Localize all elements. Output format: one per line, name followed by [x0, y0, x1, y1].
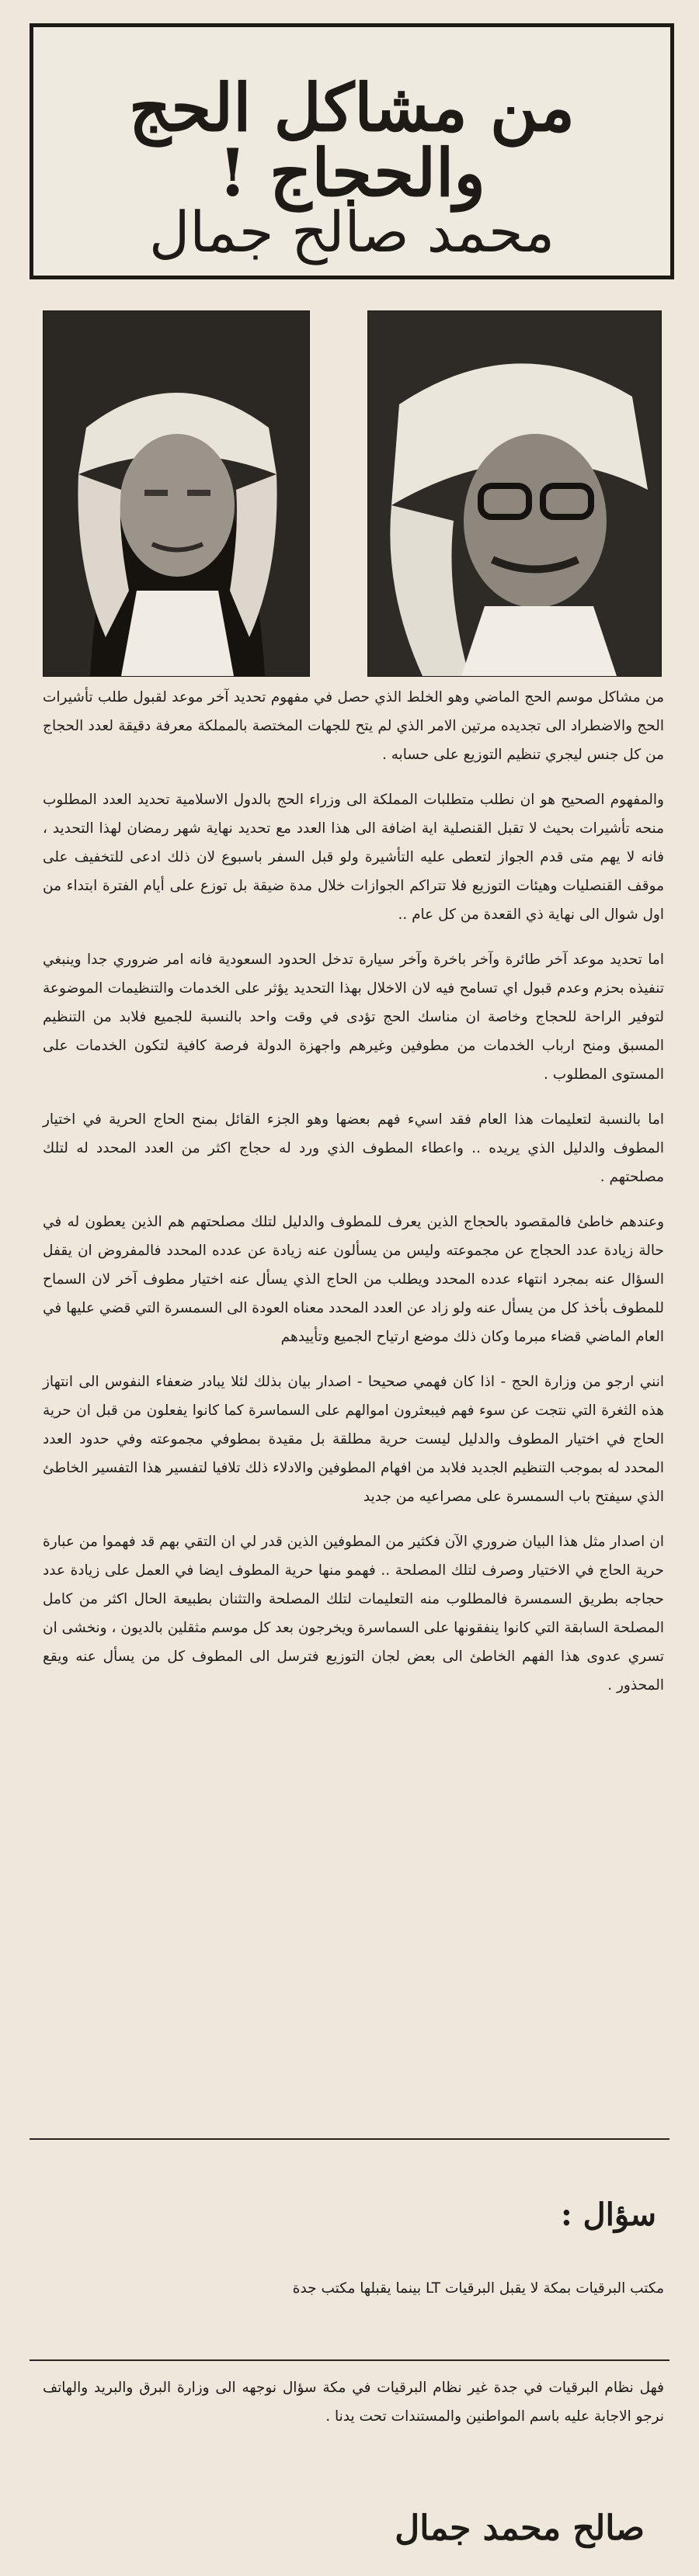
article-paragraph: والمفهوم الصحيح هو ان نطلب متطلبات المملكة الى وزراء الحج بالدول الاسلامية تحديد العدد المطلوب منحه تأشيرات بحيث لا تقبل القنصلية اية اضافة الى هذا العدد مع تحديد نهاية شهر رمضان لهذا التحديد ، فانه لا يهم متى قدم الجواز لتعطى عليه التأشيرة ولو قبل السفر باسبوع لان ذلك ادعى للتخفيف على موقف القنصليات وهيئات التوزيع فلا تتراكم الجوازات خلال مدة ضيقة بل توزع على أيام الفترة ابتداء من اول شوال الى نهاية ذي القعدة من كل عام .. — [43, 792, 664, 923]
article-paragraph: من مشاكل موسم الحج الماضي وهو الخلط الذي حصل في مفهوم تحديد آخر موعد لقبول طلب تأشيرات الحج والاضطراد الى تجديده مرتين الامر الذي لم يتح للجهات المختصة بالمملكة معرفة دقيقة لعدد الحجاج من كل جنس ليجري تنظيم التوزيع على حسابه . — [43, 689, 664, 763]
portrait-left-image — [43, 311, 309, 676]
question-item: فهل نظام البرقيات في جدة غير نظام البرقيات في مكة سؤال نوجهه الى وزارة البرق والبريد والهاتف نرجو الاجابة عليه باسم المواطنين والمستندات تحت يدنا . — [43, 2380, 664, 2425]
headline-box — [30, 23, 674, 279]
article-paragraph: اما تحديد موعد آخر طائرة وآخر باخرة وآخر سيارة تدخل الحدود السعودية فانه امر ضروري جدا وينبغي تنفيذه بحزم وعدم قبول اي تسامح فيه لان الاخلال بهذا التحديد يؤثر على الخدمات والتنظيمات الموضوعة لتوفير الراحة للحجاج وخاصة ان مناسك الحج تؤدى في وقت واحد بالنسبة للجميع فلابد من التنظيم المسبق ومنح ارباب الخدمات من مطوفين وغيرهم واجهزة الدولة فرصة كافية لتكون الخدمات على المستوى المطلوب . — [43, 952, 664, 1083]
article-paragraph: اما بالنسبة لتعليمات هذا العام فقد اسيء فهم بعضها وهو الجزء القائل بمنح الحاج الحرية في اختيار المطوف والدليل الذي يريده .. واعطاء المطوف الذي ورد له حجاج اكثر من العدد المحدد له لتلك مصلحتهم . — [43, 1111, 664, 1185]
portrait-photo-right — [367, 310, 662, 677]
article-paragraph: ان اصدار مثل هذا البيان ضروري الآن فكثير من المطوفين الذين قدر لي ان التقي بهم قد فهموا من عبارة حرية الحاج في الاختيار وصرف لتلك المصلحة .. فهمو منها حرية المطوف ايضا في العمل على زيادة عدد حجاجه بطريق السمسرة فالمطلوب منه التعليمات لتلك المصلحة والتثنان بطبيعة الحال اكثر من كامل المصلحة السابقة التي كانوا ينفقونها على السماسرة ويخرجون بعد كل موسم مثقلين بالديون ، ونخشى ان تسري عدوى هذا الفهم الخاطئ الى بعض لجان التوزيع فترسل الى المطوف كل من يسأل عنه ويقع المحذور . — [43, 1534, 664, 1694]
section-divider — [30, 2359, 669, 2361]
portrait-right-image — [368, 311, 661, 676]
byline: محمد صالح جمال — [148, 199, 555, 265]
article-body — [43, 683, 664, 1716]
article-paragraph: وعندهم خاطئ فالمقصود بالحجاج الذين يعرف للمطوف والدليل لتلك مصلحتهم هم الذين يعطون له في حالة زيادة عدد الحجاج عن مجموعته وليس من يسألون عنه زيادة عن عدده المحدد فالمفروض ان يقفل السؤال عنه بمجرد انتهاء عدده المحدد ويطلب من الحاج الذي يسأل عنه اختيار مطوف آخر لان السماح للمطوف بأخذ كل من يسأل عنه ولو زاد عن العدد المحدد معناه العودة الى السمسرة التي قضي عليها في العام الماضي قضاء مبرما وكان ذلك موضع ارتياح الجميع وتأييدهم — [43, 1214, 664, 1345]
question-heading: سؤال : — [560, 2196, 656, 2233]
question-item: مكتب البرقيات بمكة لا يقبل البرقيات LT بينما يقبلها مكتب جدة — [292, 2280, 664, 2297]
headline: من مشاكل الحج والحجاج ! — [129, 69, 575, 211]
section-divider — [30, 2138, 669, 2140]
signature: صالح محمد جمال — [395, 2508, 645, 2548]
portrait-photo-left — [43, 310, 310, 677]
article-paragraph: انني ارجو من وزارة الحج - اذا كان فهمي صحيحا - اصدار بيان بذلك لئلا يبادر ضعفاء النفوس الى انتهاز هذه الثغرة التي نتجت عن سوء فهم فيبعثرون اموالهم على السماسرة كما كانوا يفعلون من قبل ان حرية الحاج في اختيار المطوف والدليل ليست حرية مطلقة بل مقيدة بمطوفي مجموعته وفي حدود العدد المحدد له بموجب التنظيم الجديد فلابد من افهام المطوفين والادلاء ذلك تلافيا لتفسير هذا التفسير الخاطئ الذي سيفتح باب السمسرة على مصراعيه من جديد — [43, 1374, 664, 1505]
